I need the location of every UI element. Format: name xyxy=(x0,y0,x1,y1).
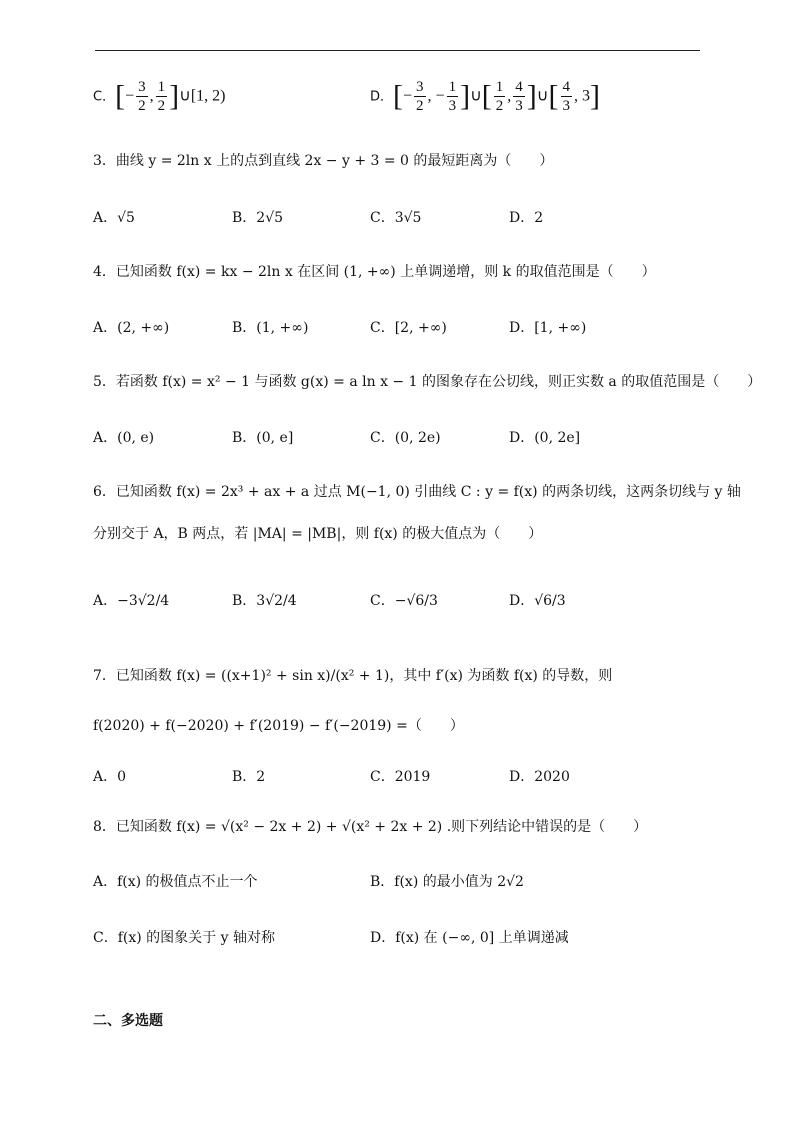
q4-stem: 4．已知函数 f(x) = kx − 2ln x 在区间 (1, +∞) 上单调递增，则 k 的取值范围是（ ） xyxy=(93,264,656,280)
q3-option-c[interactable]: C．3√5 xyxy=(370,210,422,226)
q3-option-d[interactable]: D．2 xyxy=(509,210,544,226)
q8-option-c[interactable]: C．f(x) 的图象关于 y 轴对称 xyxy=(93,930,275,946)
q5-option-c[interactable]: C．(0, 2e) xyxy=(370,430,441,446)
q8-option-d[interactable]: D．f(x) 在 (−∞, 0] 上单调递减 xyxy=(370,930,569,946)
q6-option-a[interactable]: A．−3√2/4 xyxy=(93,593,170,609)
q5-stem: 5．若函数 f(x) = x² − 1 与函数 g(x) = a ln x − 1 的图象存在公切线，则正实数 a 的取值范围是（ ） xyxy=(93,374,762,390)
q5-option-a[interactable]: A．(0, e) xyxy=(93,430,155,446)
q3-option-b[interactable]: B．2√5 xyxy=(232,210,284,226)
q4-option-b[interactable]: B．(1, +∞) xyxy=(232,320,309,336)
q8-option-a[interactable]: A．f(x) 的极值点不止一个 xyxy=(93,874,258,890)
q7-option-a[interactable]: A．0 xyxy=(93,769,127,785)
q4-option-a[interactable]: A．(2, +∞) xyxy=(93,320,170,336)
q6-option-d[interactable]: D．√6/3 xyxy=(509,593,566,609)
q6-option-b[interactable]: B．3√2/4 xyxy=(232,593,297,609)
q4-option-c[interactable]: C．[2, +∞) xyxy=(370,320,447,336)
section-heading-multiple-choice: 二、多选题 xyxy=(93,1013,163,1029)
q3-option-a[interactable]: A．√5 xyxy=(93,210,135,226)
q2-option-c-label: C． xyxy=(93,89,116,105)
q7-stem-line2: f(2020) + f(−2020) + f′(2019) − f′(−2019) =（ ） xyxy=(93,718,464,734)
header-rule xyxy=(95,50,700,51)
q2-option-d-label: D． xyxy=(370,89,394,105)
q8-stem: 8．已知函数 f(x) = √(x² − 2x + 2) + √(x² + 2x + 2) .则下列结论中错误的是（ ） xyxy=(93,819,648,835)
q4-option-d[interactable]: D．[1, +∞) xyxy=(509,320,587,336)
q6-option-c[interactable]: C．−√6/3 xyxy=(370,593,438,609)
q5-option-b[interactable]: B．(0, e] xyxy=(232,430,294,446)
q7-stem-line1: 7．已知函数 f(x) = ((x+1)² + sin x)/(x² + 1)，其中 f′(x) 为函数 f(x) 的导数，则 xyxy=(93,668,613,684)
q2-option-d[interactable]: D．[− $\frac{3}{2}$ , − $\frac{1}{3}$ ]∪[ $\frac{1}{2}$ , $\frac{4}{3}$ ]∪[ $\frac{4}{3}$ , 3] xyxy=(370,79,601,114)
q2-option-c[interactable]: C．[− $\frac{3}{2}$ , $\frac{1}{2}$ ]∪[1, 2) xyxy=(93,79,226,114)
q8-option-b[interactable]: B．f(x) 的最小值为 2√2 xyxy=(370,874,524,890)
q7-option-d[interactable]: D．2020 xyxy=(509,769,570,785)
q6-stem-line2: 分别交于 A，B 两点，若 |MA| = |MB|，则 f(x) 的极大值点为（ ） xyxy=(93,526,543,542)
q3-stem: 3．曲线 y = 2ln x 上的点到直线 2x − y + 3 = 0 的最短距离为（ ） xyxy=(93,153,554,169)
q7-option-c[interactable]: C．2019 xyxy=(370,769,431,785)
q6-stem-line1: 6．已知函数 f(x) = 2x³ + ax + a 过点 M(−1, 0) 引曲线 C : y = f(x) 的两条切线，这两条切线与 y 轴 xyxy=(93,484,741,500)
q7-option-b[interactable]: B．2 xyxy=(232,769,266,785)
q5-option-d[interactable]: D．(0, 2e] xyxy=(509,430,581,446)
